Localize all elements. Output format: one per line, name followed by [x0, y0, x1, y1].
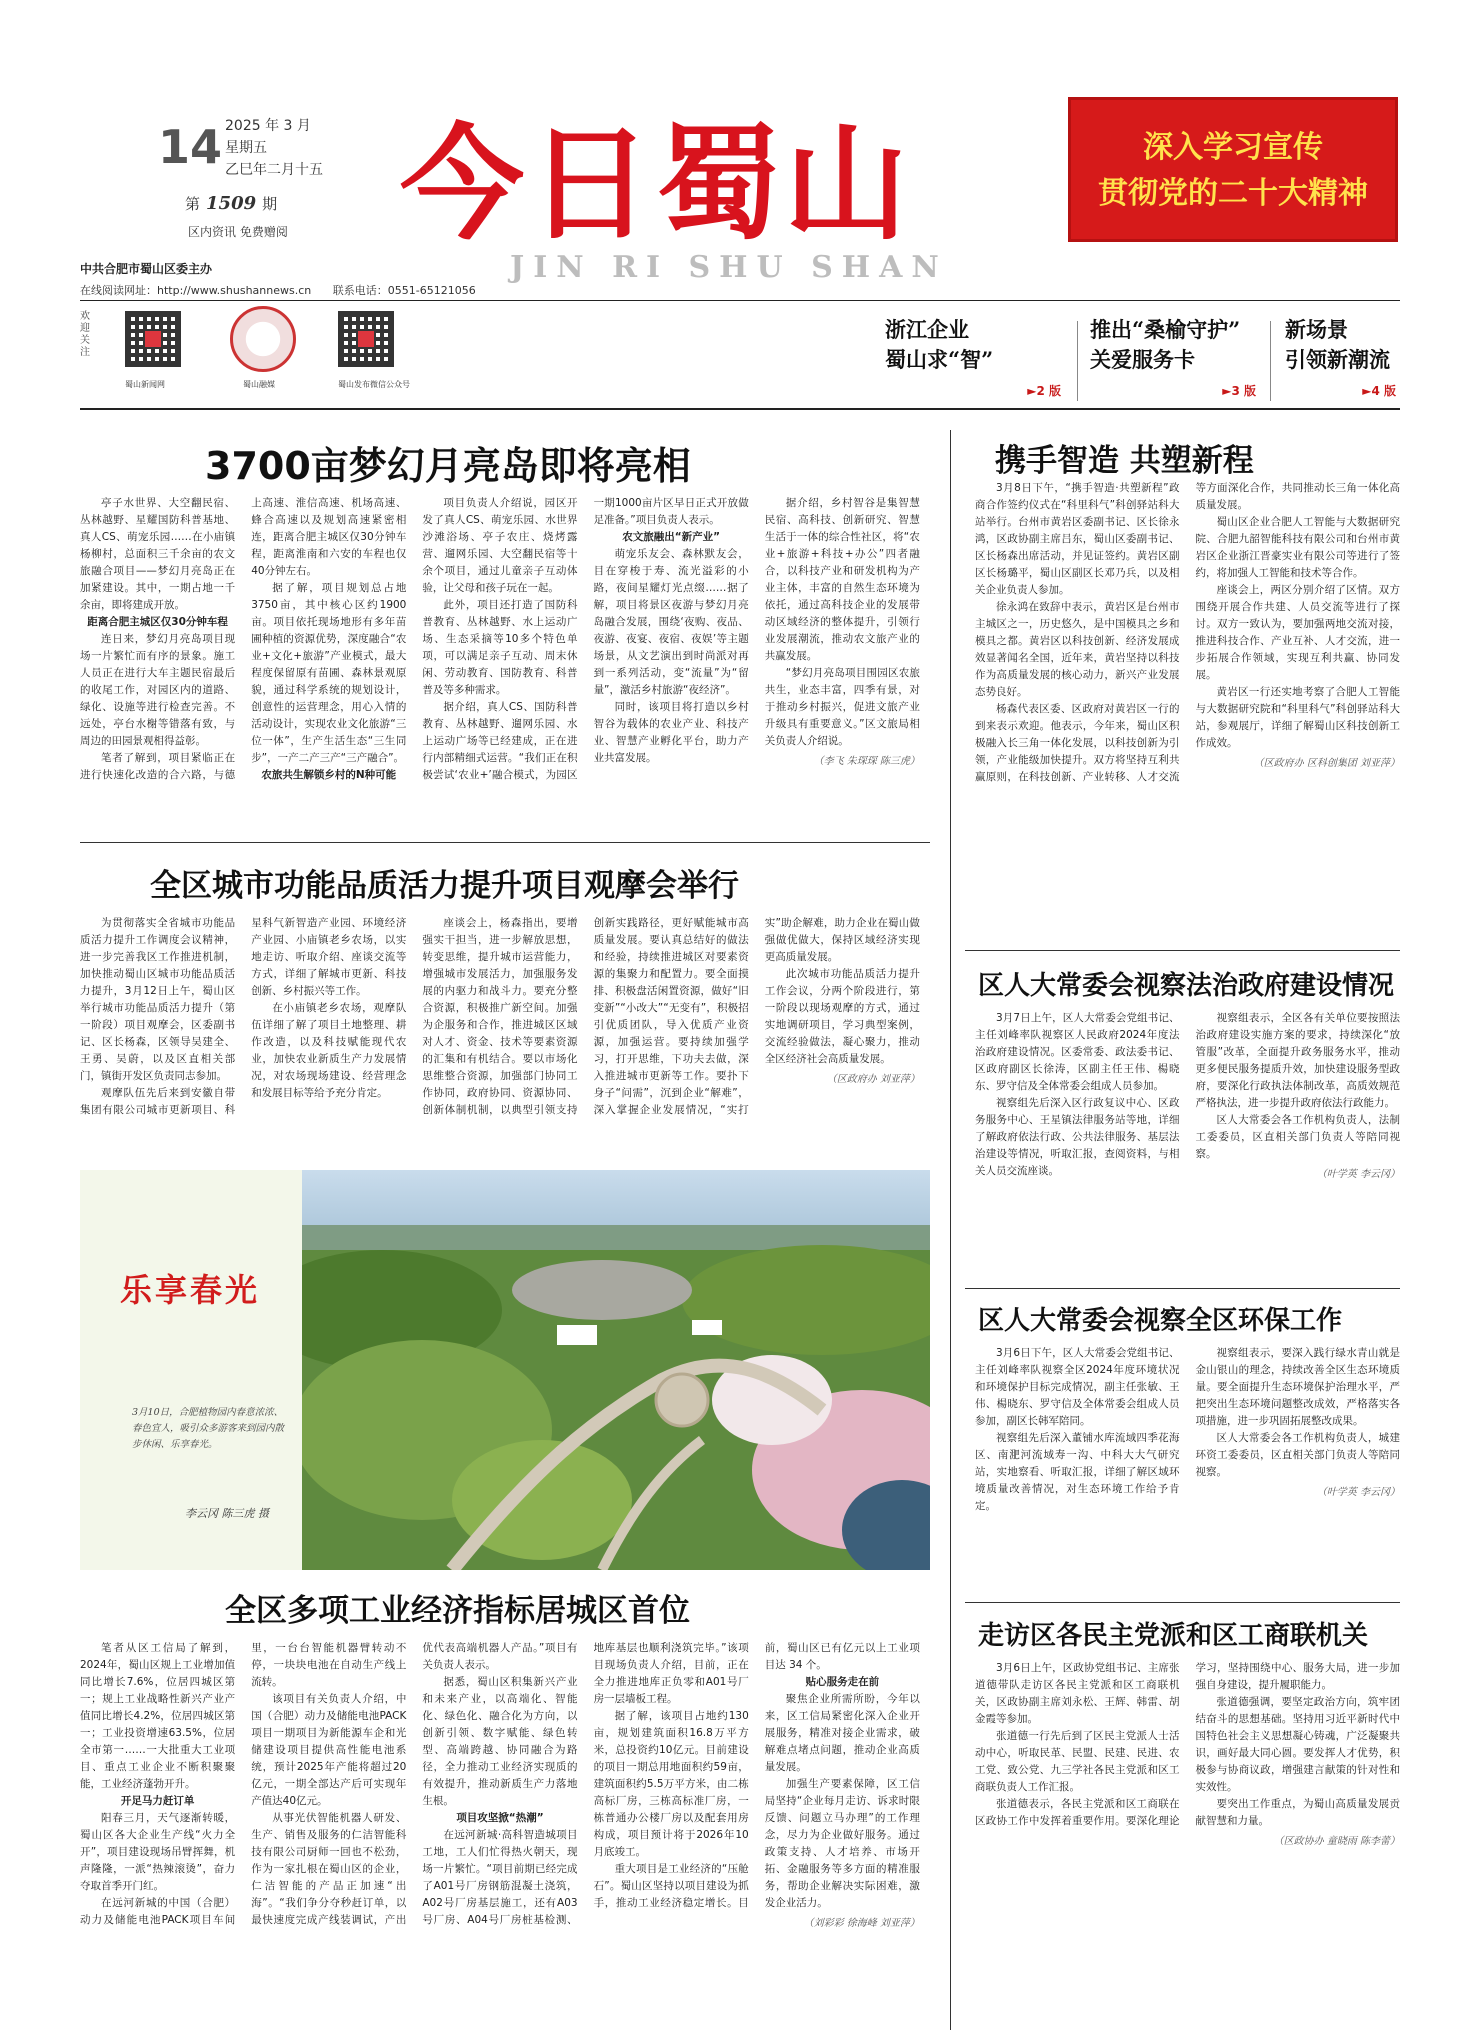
- slogan-line-2: 贯彻党的二十大精神: [1098, 176, 1368, 211]
- paragraph: 区人大常委会各工作机构负责人，法制工委委员，区直相关部门负责人等陪同视察。: [1195, 1114, 1400, 1160]
- divider: [1077, 321, 1078, 401]
- index-page: ►2 版: [1027, 384, 1061, 398]
- byline: （区政府办 刘亚萍）: [826, 1074, 920, 1085]
- paragraph: 重大项目是工业经济的“压舱石”。蜀山区坚持以项目建设为抓手，推动工业经济稳定增长。目前，蜀山区已有亿元以上工业项目达 34 个。: [593, 1642, 920, 1909]
- paragraph: 张道德一行先后到了区民主党派人士活动中心，听取民革、民盟、民建、民进、农工党、致公党、九三学社各民主党派和区工商联负责人工作汇报。: [975, 1730, 1180, 1793]
- paragraph: 张道德表示，各民主党派和区工商联在区政协工作中发挥着重要作用。要深化理论学习，坚持围绕中心、服务大局，进一步加强自身建设，提升履职能力。: [975, 1662, 1400, 1827]
- subheading: 农旅共生解锁乡村的N种可能: [261, 769, 397, 781]
- paragraph: 要突出工作重点，为蜀山高质量发展贡献智慧和力量。: [1195, 1798, 1400, 1827]
- date-info: [225, 115, 323, 181]
- paragraph: 据悉，蜀山区积集新兴产业和未来产业，以高端化、智能化、绿色化、融合化为方向，以创新引领、数字赋能、绿色转型、高端跨越、协同融合为路径，全力推动工业经济实现质的有效提升，推动新质生产力落地生根。: [422, 1676, 578, 1807]
- byline: （叶学英 李云冈）: [1316, 1169, 1400, 1180]
- byline: （区政府办 区科创集团 刘亚萍）: [1253, 758, 1400, 769]
- website-link[interactable]: 在线阅读网址：http://www.shushannews.cn: [80, 284, 312, 297]
- divider: [965, 950, 1400, 951]
- index-title: 浙江企业: [885, 317, 969, 342]
- date-day: 14: [158, 120, 223, 174]
- weekday: 星期五: [225, 140, 267, 156]
- paragraph: 在小庙镇老乡农场，观摩队伍详细了解了项目土地整理、耕作改造，以及科技赋能现代农业，加快农业新质生产力发展情况，对农场现场建设、经营理念和发展目标等给予充分肯定。: [251, 1002, 407, 1099]
- subheading: 距离合肥主城区仅30分钟车程: [87, 616, 228, 628]
- headline-forum: 携手智造 共塑新程: [995, 443, 1254, 479]
- paragraph: 据介绍，真人CS、国防科普教育、丛林越野、遛网乐园、水上运动广场等已经建成，正在进行内部精细式运营。“我们正在积极尝试‘农业+’融合模式，为园区一期1000亩片区早日正式开放做足准备。”项目负责人表示。: [422, 497, 749, 781]
- index-title: 新场景: [1285, 317, 1348, 342]
- headline-industry: 全区多项工业经济指标居城区首位: [225, 1593, 690, 1629]
- headline-law: 区人大常委会视察法治政府建设情况: [978, 971, 1395, 1001]
- newspaper-pinyin: JIN RI SHU SHAN: [510, 250, 948, 285]
- phone-number: 联系电话：0551-65121056: [332, 284, 476, 297]
- paragraph: 3月8日下午，“携手智造·共塑新程”政商合作签约仪式在“科里科气”科创驿站科大站举行。台州市黄岩区委副书记、区长徐永鸿，区政协副主席吕东，蜀山区委副书记、区长杨森出席活动，并见证签约。黄岩区副区长杨璐平，蜀山区副区长邓乃兵，以及相关企业负责人参加。: [975, 482, 1180, 596]
- masthead: [80, 95, 1400, 310]
- paragraph: 视察组表示，全区各有关单位要按照法治政府建设实施方案的要求，持续深化“放管服”改革，全面提升政务服务水平，推动更多便民服务提质升效，加快建设服务型政府，要深化行政执法体制改革，高质效规范严格执法，进一步提升政府依法行政能力。: [1195, 1012, 1400, 1109]
- divider: [1270, 321, 1271, 401]
- issue-number: [185, 193, 277, 214]
- paragraph: 亭子水世界、大空翻民宿、丛林越野、星耀国防科普基地、真人CS、萌宠乐园……在小庙镇杨柳村，总面积三千余亩的农文旅融合项目——梦幻月亮岛正在加紧建设。其中，一期占地一千余亩，即将建成开放。: [80, 497, 236, 611]
- divider: [80, 842, 930, 843]
- divider: [950, 430, 951, 2030]
- subheading: 开足马力赶订单: [120, 1795, 195, 1807]
- paragraph: 据了解，该项目占地约130亩，规划建筑面积16.8万平方米，总投资约10亿元。目前建设的项目一期总用地面积约59亩，建筑面积约5.5万平方米，由二栋高标厂房，三栋高标准厂房，一栋普通办公楼厂房以及配套用房构成，项目预计将于2026年10月底竣工。: [593, 1710, 749, 1858]
- divider: [965, 1602, 1400, 1603]
- rongmei-logo-icon[interactable]: [230, 306, 296, 372]
- slogan-line-1: 深入学习宣传: [1143, 130, 1323, 165]
- distribution-note: 区内资讯 免费赠阅: [188, 225, 288, 239]
- index-strip: [80, 300, 1400, 410]
- paragraph: 加强生产要素保障，区工信局坚持“企业每月走访、诉求时限反馈、问题立马办理”的工作理念，尽力为企业做好服务。通过政策支持、人才培养、市场开拓、金融服务等多方面的精准服务，帮助企业解决实际困难，激发企业活力。: [764, 1778, 920, 1909]
- index-item-page2[interactable]: [885, 315, 1065, 401]
- newspaper-title: 今日蜀山: [400, 112, 913, 257]
- paragraph: 此外，项目还打造了国防科普教育、丛林越野、水上运动广场、生态采摘等10多个特色单项，可以满足亲子互动、周末休闲、劳动教育、国防教育、科普普及等多种需求。: [422, 599, 578, 696]
- qr-code-icon[interactable]: [338, 311, 394, 367]
- paragraph: 笔者了解到，项目紧临正在进行快速化改造的合六路，与德上高速、淮信高速、机场高速、蜂合高速以及规划高速紧密相连，距离合肥主城区仅30分钟车程，距离淮南和六安的车程也仅40分钟左右。: [80, 497, 407, 781]
- paragraph: 杨森代表区委、区政府对黄岩区一行的到来表示欢迎。他表示，今年来，蜀山区积极融入长三角一体化发展，以科技创新为引领，产业能级加快提升。双方将坚持互利共赢原则，在科技创新、产业转移、人才交流等方面深化合作，共同推动长三角一体化高质量发展。: [975, 482, 1400, 783]
- article-law: [975, 1010, 1400, 1280]
- headline-env: 区人大常委会视察全区环保工作: [978, 1306, 1343, 1336]
- article-env: [975, 1345, 1400, 1595]
- photo-feature: [80, 1170, 930, 1570]
- paragraph: 座谈会上，杨森指出，要增强实干担当，进一步解放思想，转变思维，提升城市运营能力，增强城市发展活力，加强服务发展的内驱力和战斗力。要充分整合资源，积极推广新空间。加强为企服务和合作，推进城区区域对人才、资金、技术等要素资源的汇集和有机结合。要以市场化思维整合资源，加强部门协同工作协同，政府协同、资源协同、创新体制机制，以典型引领支持创新实践路径，更好赋能城市高质量发展。要认真总结好的做法和经验，持续推进城区对要素资源的集聚力和配置力。要全面摸排、积极盘活闲置资源，做好“旧变新”“小改大”“无变有”，积极招引优质团队，导入优质产业资源，加强运营。要持续加强学习，打开思维，下功夫去做，深入推进城市更新等工作。要扑下身子“问需”，沉到企业“解难”，深入掌握企业发展情况，“实打实”助企解难，助力企业在蜀山做强做优做大，保持区域经济实现更高质量发展。: [422, 917, 920, 1116]
- paragraph: 在远河新城的中国（合肥）动力及储能电池PACK项目车间里，一台台智能机器臂转动不停，一块块电池在自动生产线上流转。: [80, 1642, 407, 1926]
- issue-value: 1509: [206, 193, 257, 214]
- byline: （叶学英 李云冈）: [1316, 1487, 1400, 1498]
- paragraph: 此次城市功能品质活力提升工作会议，分两个阶段进行，第一阶段以现场观摩的方式，通过实地调研项目，学习典型案例，交流经验做法，凝心聚力，推动全区经济社会高质量发展。: [764, 968, 920, 1065]
- paragraph: 观摩队伍先后来到安徽自带集团有限公司城市更新项目、科星科气新智造产业园、环境经济产业园、小庙镇老乡农场，以实地走访、听取介绍、座谈交流等方式，详细了解城市更新、科技创新、乡村振兴等工作。: [80, 917, 407, 1116]
- welcome-label: 欢迎关注: [80, 311, 90, 358]
- paragraph: 聚焦企业所需所盼，今年以来，区工信局紧密化深入企业开展服务，精准对接企业需求，破解难点堵点问题，推动企业高质量发展。: [764, 1693, 920, 1773]
- index-item-page4[interactable]: [1285, 315, 1400, 401]
- divider: [965, 1288, 1400, 1289]
- byline: （刘彩彩 徐海峰 刘亚萍）: [803, 1918, 920, 1929]
- photo-credit: 李云冈 陈三虎 摄: [185, 1507, 269, 1520]
- qr-caption-2: 蜀山融媒: [243, 380, 275, 389]
- index-title: 引领新潮流: [1285, 347, 1390, 372]
- paragraph: 视察组先后深入董铺水库流域四季花海区、南淝河流域寿一沟、中科大大气研究站，实地察看、听取汇报，详细了解区域环境质量改善情况，对生态环境工作给予肯定。: [975, 1432, 1180, 1512]
- article-parties: [975, 1660, 1400, 2025]
- subheading: 项目攻坚掀“热潮”: [456, 1812, 544, 1824]
- headline-parties: 走访区各民主党派和区工商联机关: [978, 1621, 1369, 1651]
- paragraph: 视察组先后深入区行政复议中心、区政务服务中心、王星镇法律服务站等地，详细了解政府依法行政、公共法律服务、基层法治建设等情况，听取汇报，查阅资料，与相关人员交流座谈。: [975, 1097, 1180, 1177]
- paragraph: 徐永鸿在致辞中表示，黄岩区是台州市主城区之一，历史悠久，是中国模具之乡和模具之都。黄岩区以科技创新、经济发展成效显著闻名全国，近年来，黄岩坚持以科技作为高质量发展的核心动力，新兴产业发展态势良好。: [975, 601, 1180, 698]
- sponsor: 中共合肥市蜀山区委主办: [80, 262, 213, 276]
- photo-caption: 3月10日，合肥植物园内春意浓浓、春色宜人，吸引众多游客来到园内散步休闲、乐享春光。: [132, 1407, 285, 1450]
- paragraph: 项目负责人介绍说，园区开发了真人CS、萌宠乐园、水世界沙滩浴场、亭子农庄、烧烤露营、遛网乐园、大空翻民宿等十余个项目，通过儿童亲子互动体验，让父母和孩子玩在一起。: [422, 497, 578, 594]
- paragraph: 笔者从区工信局了解到，2024年，蜀山区规上工业增加值同比增长7.6%，位居四城区第一；规上工业战略性新兴产业产值同比增长4.2%，位居四城区第一；工业投资增速63.5%，位居全市第一……一大批重大工业项目、重点工业企业不断积聚聚能，工业经济蓬勃开升。: [80, 1642, 236, 1790]
- paragraph: 该项目有关负责人介绍，中国（合肥）动力及储能电池PACK项目一期项目为新能源车企和光储建设项目提供高性能电池系统，预计2025年产能将超过20亿元，一期全部达产后可实现年产值达40亿元。: [251, 1693, 407, 1807]
- index-item-page3[interactable]: [1090, 315, 1260, 401]
- botanical-garden-photo: [302, 1170, 930, 1570]
- headline-observation: 全区城市功能品质活力提升项目观摩会举行: [150, 868, 739, 904]
- index-page: ►3 版: [1222, 384, 1256, 398]
- paragraph: 萌宠乐友会、森林默友会，目在穿梭于寿、流光溢彩的小路，夜间星耀灯光点缀……据了解，项目将景区夜游与梦幻月亮岛融合发展，围绕‘夜购、夜品、夜游、夜宴、夜宿、夜娱’等主题场景，从文艺演出到时尚派对再到一系列活动，变“流量”为“留量”，激活乡村旅游“夜经济”。: [593, 548, 749, 696]
- issue-suffix: 期: [262, 195, 278, 213]
- paragraph: “梦幻月亮岛项目围园区农旅共生，业态丰富，四季有景，对于推动乡村振兴，促进文旅产业升级具有重要意义。”区文旅局相关负责人介绍说。: [764, 667, 920, 747]
- article-forum: [975, 480, 1400, 940]
- date-year-month: 2025 年 3 月: [225, 118, 311, 134]
- paragraph: 座谈会上，两区分别介绍了区情。双方围绕开展合作共建、人员交流等进行了探讨。双方一致认为，要加强两地交流对接，推进科技合作、产业互补、人才交流，进一步拓展合作领域，实现互利共赢、协同发展。: [1195, 584, 1400, 681]
- contact-line: [80, 282, 494, 298]
- paragraph: 蜀山区企业合肥人工智能与大数据研究院、合肥九韶智能科技有限公司和台州市黄岩区企业浙江晋豪实业有限公司等进行了签约，将加强人工智能和技术等合作。: [1195, 516, 1400, 579]
- issue-prefix: 第: [185, 195, 201, 213]
- photo-caption-panel: [80, 1170, 302, 1570]
- paragraph: 同时，该项目将打造以乡村智谷为载体的农业产业、科技产业、智慧产业孵化平台，助力产业共富发展。: [593, 701, 749, 764]
- subheading: 农文旅融出“新产业”: [622, 531, 721, 543]
- lunar-date: 乙巳年二月十五: [225, 162, 323, 178]
- article-moon-island: [80, 495, 920, 835]
- byline: （李飞 朱琛琛 陈三虎）: [813, 756, 920, 767]
- index-title: 蜀山求“智”: [885, 347, 994, 372]
- paragraph: 区人大常委会各工作机构负责人，城建环资工委委员，区直相关部门负责人等陪同视察。: [1195, 1432, 1400, 1478]
- slogan-banner: [1068, 97, 1398, 242]
- index-title: 关爱服务卡: [1090, 347, 1195, 372]
- paragraph: 据介绍，乡村智谷是集智慧民宿、高科技、创新研究、智慧生活于一体的综合性社区，将“农业+旅游+科技+办公”四者融合，以科技产业和研发机构为产业主体，丰富的自然生态环境为依托，通过高科技企业的发展带动区域经济的整体提升，引领行业发展潮流，推动农文旅产业的共赢发展。: [764, 497, 920, 662]
- qr-caption-3: 蜀山发布微信公众号: [338, 380, 410, 389]
- paragraph: 阳春三月，天气逐渐转暖，蜀山区各大企业生产线“火力全开”，项目建设现场吊臂挥舞，机声隆隆，一派“热辣滚烫”，奋力夺取首季开门红。: [80, 1812, 236, 1892]
- photo-title: 乐享春光: [120, 1271, 261, 1309]
- paragraph: 3月7日上午，区人大常委会党组书记、主任刘峰率队视察区人民政府2024年度法治政府建设情况。区委常委、政法委书记、区政府副区长徐涛，区副主任王伟、楊晓东、罗守信及全体常委会组成人员参加。: [975, 1012, 1180, 1092]
- index-page: ►4 版: [1362, 384, 1396, 398]
- byline: （区政协办 童晓雨 陈李蕾）: [1273, 1836, 1400, 1847]
- qr-code-icon[interactable]: [125, 311, 181, 367]
- paragraph: 3月6日上午，区政协党组书记、主席张道德带队走访区各民主党派和区工商联机关，区政协副主席刘永松、王辉、韩雷、胡金霞等参加。: [975, 1662, 1180, 1725]
- paragraph: 为贯彻落实全省城市功能品质活力提升工作调度会议精神，进一步完善我区工作推进机制，加快推动蜀山区城市功能品质活力提升，3月12日上午，蜀山区举行城市功能品质活力提升（第一阶段）项目观摩会，区委副书记、区长杨森，区领导吴建全、王勇、吴蔚，以及区直相关部门，镇街开发区负责同志参加。: [80, 917, 236, 1082]
- paragraph: 黄岩区一行还实地考察了合肥人工智能与大数据研究院和“科里科气”科创驿站科大站，参观展厅，详细了解蜀山区科技创新工作成效。: [1195, 686, 1400, 749]
- paragraph: 3月6日下午，区人大常委会党组书记、主任刘峰率队视察全区2024年度环境状况和环境保护目标完成情况，副主任张敏、王伟、楊晓东、罗守信及全体常委会组成人员参加，副区长韩军陪同。: [975, 1347, 1180, 1427]
- paragraph: 在远河新城·高科智造城项目工地，工人们忙得热火朝天，现场一片繁忙。“项目前期已经完成了A01号厂房钢筋混凝土浇筑，A02号厂房基层施工，还有A03号厂房、A04号厂房桩基检测、地库基层也顺利浇筑完毕。”该项目现场负责人介绍，目前，正在全力推进地库正负零和A01号厂房一层墙板工程。: [422, 1642, 749, 1926]
- subheading: 贴心服务走在前: [805, 1676, 880, 1688]
- qr-caption-1: 蜀山新闻网: [125, 380, 165, 389]
- paragraph: 张道德强调，要坚定政治方向，筑牢团结奋斗的思想基础。坚持用习近平新时代中国特色社会主义思想凝心铸魂，广泛凝聚共识，画好最大同心圆。要发挥人才优势，积极参与协商议政，增强建言献策的针对性和实效性。: [1195, 1696, 1400, 1793]
- headline-moon-island: 3700亩梦幻月亮岛即将亮相: [205, 444, 691, 488]
- paragraph: 据了解，项目规划总占地3750亩，其中核心区约1900亩。项目依托现场地形有多年苗圃种植的资源优势，深度融合“农业+文化+旅游”产业模式，最大程度保留原有苗圃、森林景观原貌，通过科学系统的规划设计，创意性的运营理念，用心入情的活动设计，实现农业文化旅游“三位一体”，生产生活生态“三生同步”，一产二产三产“三产融合”。: [251, 582, 407, 764]
- article-industry: [80, 1640, 920, 2025]
- paragraph: 连日来，梦幻月亮岛项目现场一片繁忙而有序的景象。施工人员正在进行大车主题民宿最后的收尾工作，对园区内的道路、绿化、设施等进行检查完善。不远处，亭台水榭等错落有致，与周边的田园景观相得益彰。: [80, 633, 236, 747]
- paragraph: 从事光伏智能机器人研发、生产、销售及服务的仁洁智能科技有限公司厨师一回也不松劲，作为一家扎根在蜀山区的企业，仁洁智能的产品正加速“出海”。“我们争分夺秒赶订单，以最快速度完成产线装调试，产出优代表高端机器人产品。”项目有关负责人表示。: [251, 1642, 578, 1926]
- article-observation: [80, 915, 920, 1155]
- index-title: 推出“桑榆守护”: [1090, 317, 1241, 342]
- paragraph: 视察组表示，要深入践行绿水青山就是金山银山的理念，持续改善全区生态环境质量。要全面提升生态环境保护治理水平，严把突出生态环境问题整改成效，严格落实各项措施，进一步巩固拓展整改成果。: [1195, 1347, 1400, 1427]
